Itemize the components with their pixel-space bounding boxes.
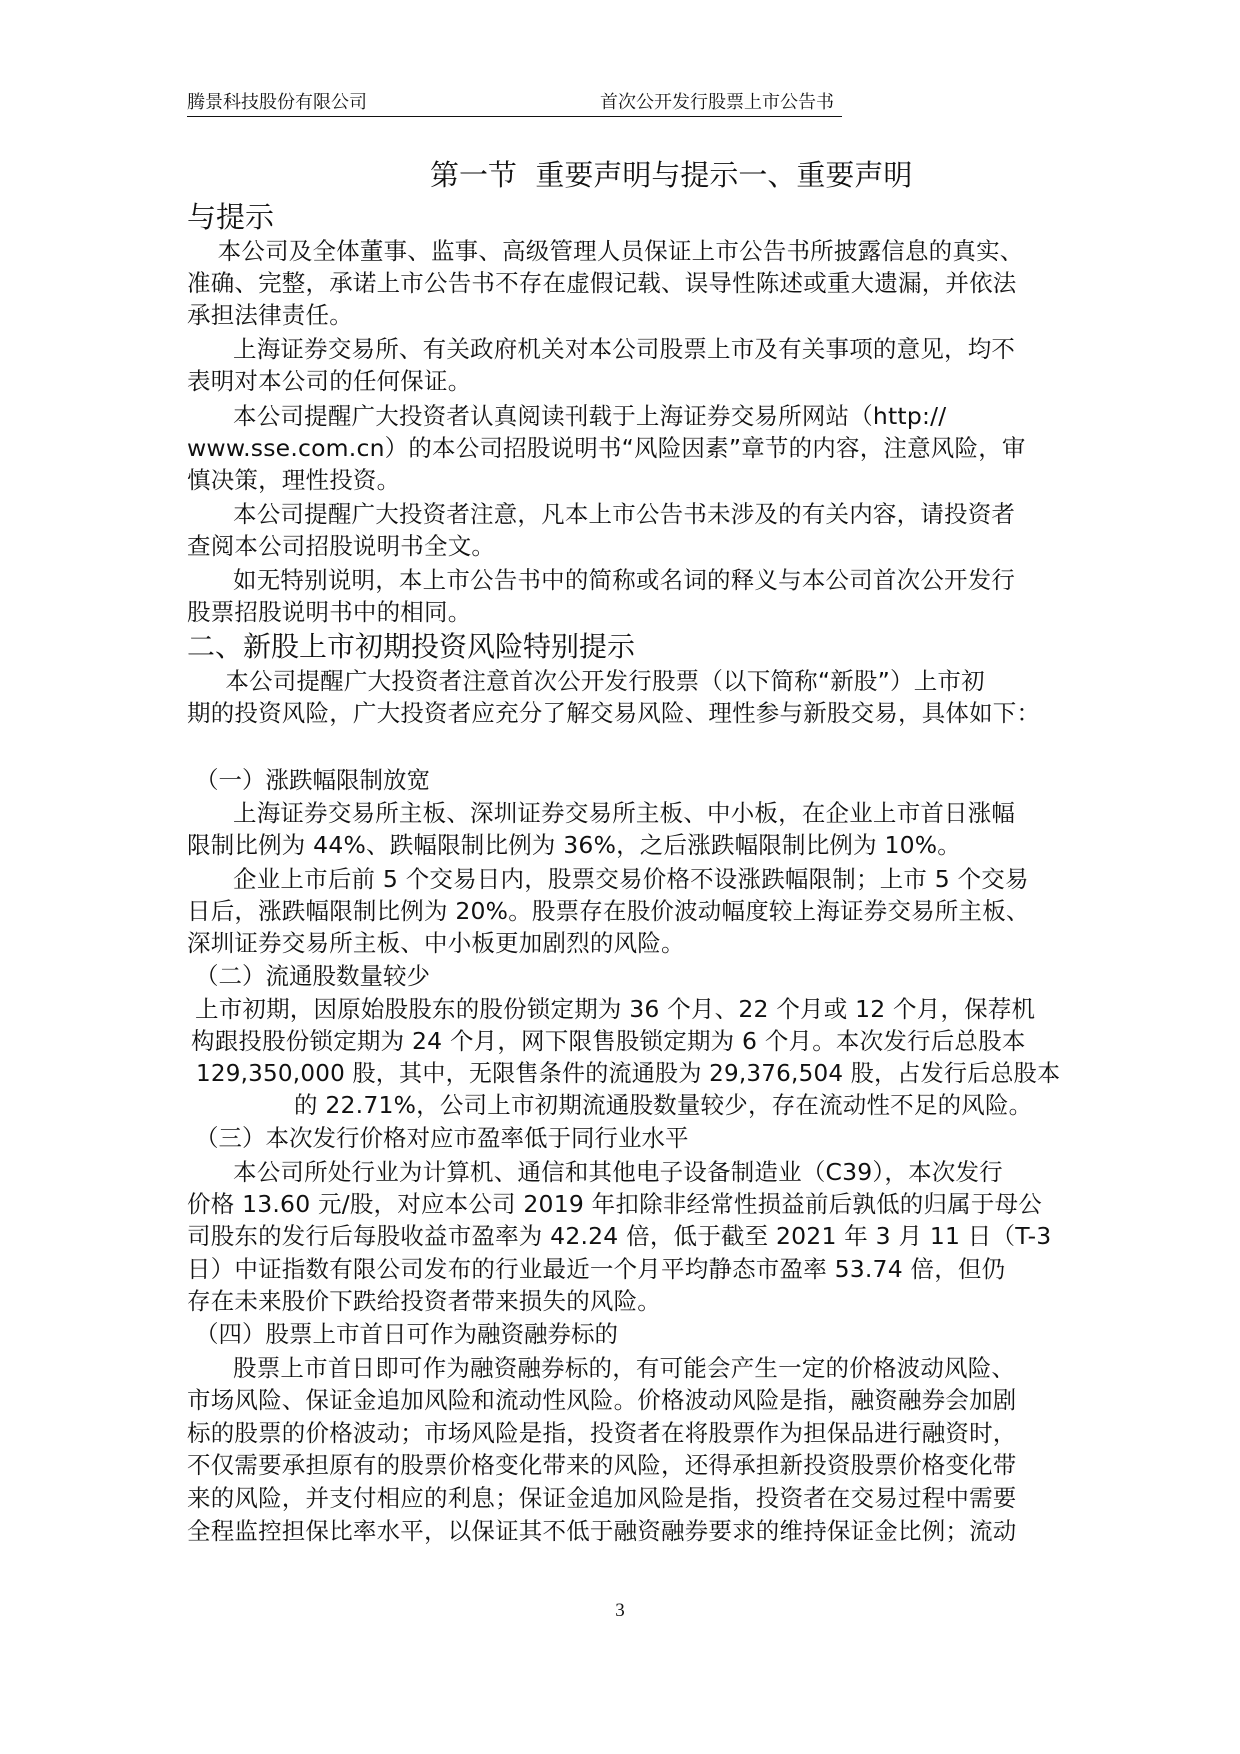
risk-heading: 二、新股上市初期投资风险特别提示 — [187, 630, 636, 663]
risk-item-title: （一）涨跌幅限制放宽 — [195, 766, 430, 794]
text-line: www.sse.com.cn）的本公司招股说明书“风险因素”章节的内容，注意风险，审 — [187, 434, 1026, 462]
text-line: 市场风险、保证金追加风险和流动性风险。价格波动风险是指，融资融券会加剧 — [187, 1386, 1017, 1414]
text-line: 期的投资风险，广大投资者应充分了解交易风险、理性参与新股交易，具体如下： — [187, 699, 1041, 727]
text-line: 上海证券交易所、有关政府机关对本公司股票上市及有关事项的意见，均不 — [187, 335, 1016, 363]
text-line: 标的股票的价格波动；市场风险是指，投资者在将股票作为担保品进行融资时， — [187, 1419, 1017, 1447]
text-line: 存在未来股价下跌给投资者带来损失的风险。 — [187, 1287, 661, 1315]
header-company: 腾景科技股份有限公司 — [187, 92, 367, 113]
text-line: 全程监控担保比率水平，以保证其不低于融资融券要求的维持保证金比例；流动 — [187, 1517, 1017, 1545]
section-title-line2: 与提示 — [187, 200, 275, 234]
text-line: 本公司所处行业为计算机、通信和其他电子设备制造业（C39），本次发行 — [187, 1158, 1003, 1186]
risk-item-title: （三）本次发行价格对应市盈率低于同行业水平 — [195, 1124, 689, 1152]
text-line: 价格 13.60 元/股，对应本公司 2019 年扣除非经常性损益前后孰低的归属于母公 — [187, 1190, 1042, 1218]
text-line: 来的风险，并支付相应的利息；保证金追加风险是指，投资者在交易过程中需要 — [187, 1484, 1017, 1512]
text-line: 股票招股说明书中的相同。 — [187, 598, 472, 626]
header-doc-title: 首次公开发行股票上市公告书 — [600, 92, 834, 113]
text-line: 深圳证券交易所主板、中小板更加剧烈的风险。 — [187, 929, 685, 957]
text-line: 股票上市首日即可作为融资融券标的，有可能会产生一定的价格波动风险、 — [187, 1354, 1016, 1382]
text-line: 129,350,000 股，其中，无限售条件的流通股为 29,376,504 股，占发行后总股本 — [196, 1059, 1061, 1087]
text-line: 查阅本公司招股说明书全文。 — [187, 532, 496, 560]
risk-item-title: （四）股票上市首日可作为融资融券标的 — [195, 1320, 618, 1348]
text-line: 本公司及全体董事、监事、高级管理人员保证上市公告书所披露信息的真实、 — [187, 237, 1024, 265]
text-line: 本公司提醒广大投资者认真阅读刊载于上海证券交易所网站（http:// — [187, 402, 947, 430]
text-line: 企业上市后前 5 个交易日内，股票交易价格不设涨跌幅限制；上市 5 个交易 — [187, 865, 1029, 893]
text-line: 不仅需要承担原有的股票价格变化带来的风险，还得承担新投资股票价格变化带 — [187, 1451, 1017, 1479]
text-line: 的 22.71%，公司上市初期流通股数量较少，存在流动性不足的风险。 — [294, 1091, 1033, 1119]
text-line: 本公司提醒广大投资者注意首次公开发行股票（以下简称“新股”）上市初 — [187, 667, 985, 695]
text-line: 如无特别说明，本上市公告书中的简称或名词的释义与本公司首次公开发行 — [187, 566, 1016, 594]
risk-item-title: （二）流通股数量较少 — [195, 962, 430, 990]
text-line: 慎决策，理性投资。 — [187, 466, 401, 494]
page-number: 3 — [615, 1600, 625, 1621]
section-title-line1: 第一节 重要声明与提示一、重要声明 — [430, 158, 913, 192]
text-line: 本公司提醒广大投资者注意，凡本上市公告书未涉及的有关内容，请投资者 — [187, 500, 1016, 528]
text-line: 上市初期，因原始股股东的股份锁定期为 36 个月、22 个月或 12 个月，保荐机 — [195, 995, 1036, 1023]
header-rule — [187, 116, 842, 117]
text-line: 承担法律责任。 — [187, 301, 353, 329]
text-line: 日后，涨跌幅限制比例为 20%。股票存在股价波动幅度较上海证券交易所主板、 — [187, 897, 1030, 925]
text-line: 上海证券交易所主板、深圳证券交易所主板、中小板，在企业上市首日涨幅 — [187, 799, 1016, 827]
text-line: 准确、完整，承诺上市公告书不存在虚假记载、误导性陈述或重大遗漏，并依法 — [187, 269, 1017, 297]
text-line: 表明对本公司的任何保证。 — [187, 367, 472, 395]
text-line: 限制比例为 44%、跌幅限制比例为 36%，之后涨跌幅限制比例为 10%。 — [187, 831, 962, 859]
text-line: 构跟投股份锁定期为 24 个月，网下限售股锁定期为 6 个月。本次发行后总股本 — [191, 1027, 1026, 1055]
text-line: 司股东的发行后每股收益市盈率为 42.24 倍，低于截至 2021 年 3 月 11 日（T-3 — [187, 1222, 1052, 1250]
text-line: 日）中证指数有限公司发布的行业最近一个月平均静态市盈率 53.74 倍，但仍 — [187, 1255, 1006, 1283]
